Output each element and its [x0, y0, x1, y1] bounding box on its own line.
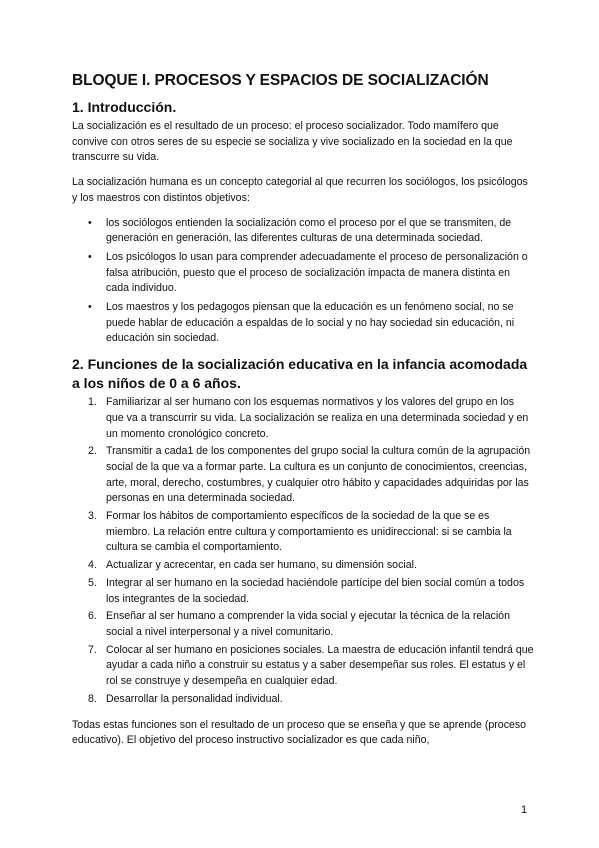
list-item-text: Familiarizar al ser humano con los esquemas normativos y los valores del grupo en los que va a transcurrir su vida. La socialización se realiza en una determinada sociedad y en un momento cronológico concreto.	[106, 396, 529, 440]
list-item-text: los sociólogos entienden la socialización como el proceso por el que se transmiten, de generación en generación, las diferentes culturas de una determinada sociedad.	[106, 216, 512, 245]
section-heading-funciones: 2. Funciones de la socialización educativa en la infancia acomodada a los niños de 0 a 6 años.	[72, 356, 528, 392]
objectives-list	[72, 216, 534, 348]
list-item-text: Formar los hábitos de comportamiento específicos de la sociedad de la que se es miembro. La relación entre cultura y comportamiento es unidireccional: si se cambia la cultura se cambia el comportamiento.	[106, 510, 512, 554]
list-item-text: Enseñar al ser humano a comprender la vida social y ejecutar la técnica de la relación social a nivel interpersonal y a nivel comunitario.	[106, 610, 510, 638]
document-page	[72, 70, 534, 749]
closing-paragraph: Todas estas funciones son el resultado de un proceso que se enseña y que se aprende (proceso educativo). El objetivo del proceso instructivo socializador es que cada niño,	[72, 718, 527, 747]
page-number: 1	[521, 804, 528, 816]
section-heading-introduccion: 1. Introducción.	[72, 99, 177, 115]
list-number: 6.	[88, 610, 97, 623]
list-item-text: Colocar al ser humano en posiciones sociales. La maestra de educación infantil tendrá que ayudar a cada niño a construir su estatus y a saber desempeñar sus roles. El estatus y el rol se construye y desempeña en cualquier edad.	[106, 643, 534, 688]
document-title: BLOQUE I. PROCESOS Y ESPACIOS DE SOCIALIZACIÓN	[72, 72, 489, 89]
list-item	[72, 250, 534, 297]
list-number: 2.	[88, 445, 97, 458]
list-item	[72, 558, 534, 574]
bullet-icon: •	[88, 250, 92, 263]
list-number: 1.	[88, 396, 97, 409]
list-item	[72, 444, 534, 507]
list-item-text: Los maestros y los pedagogos piensan que la educación es un fenómeno social, no se puede hablar de educación a espaldas de lo social y no hay sociedad sin educación, ni educación sin sociedad.	[106, 301, 515, 345]
list-item	[72, 576, 534, 607]
list-number: 4.	[88, 559, 97, 572]
list-item	[72, 692, 534, 708]
list-item	[72, 216, 534, 247]
list-number: 3.	[88, 510, 97, 523]
list-item	[72, 609, 534, 640]
bullet-icon: •	[88, 301, 92, 314]
intro-paragraph: La socialización es el resultado de un proceso: el proceso socializador. Todo mamífero que convive con otros seres de su especie se socializa y vive socializado en la sociedad en la que transcurre su vida.	[72, 120, 513, 164]
list-item	[72, 643, 534, 690]
list-number: 8.	[88, 692, 97, 705]
socialization-paragraph: La socialización humana es un concepto categorial al que recurren los sociólogos, los psicólogos y los maestros con distintos objetivos:	[72, 176, 528, 204]
list-number: 7.	[88, 643, 97, 656]
list-item-text: Los psicólogos lo usan para comprender adecuadamente el proceso de personalización o falsa atribución, puesto que el proceso de socialización impacta de manera distinta en cada individuo.	[106, 250, 528, 295]
functions-list	[72, 395, 534, 707]
list-item-text: Transmitir a cada1 de los componentes del grupo social la cultura común de la agrupación social de la que va a formar parte. La cultura es un conjunto de conocimientos, creencias, arte, moral, derecho, costumbres, y cualquier otro hábito y capacidades adquiridas por las personas en una determinada sociedad.	[106, 445, 531, 505]
list-item-text: Integrar al ser humano en la sociedad haciéndole partícipe del bien social común a todos los integrantes de la sociedad.	[106, 576, 525, 605]
list-item	[72, 395, 534, 442]
list-item-text: Actualizar y acrecentar, en cada ser humano, su dimensión social.	[106, 559, 417, 572]
bullet-icon: •	[88, 216, 92, 229]
list-number: 5.	[88, 576, 97, 589]
list-item	[72, 300, 534, 347]
list-item	[72, 509, 534, 556]
list-item-text: Desarrollar la personalidad individual.	[106, 692, 283, 705]
